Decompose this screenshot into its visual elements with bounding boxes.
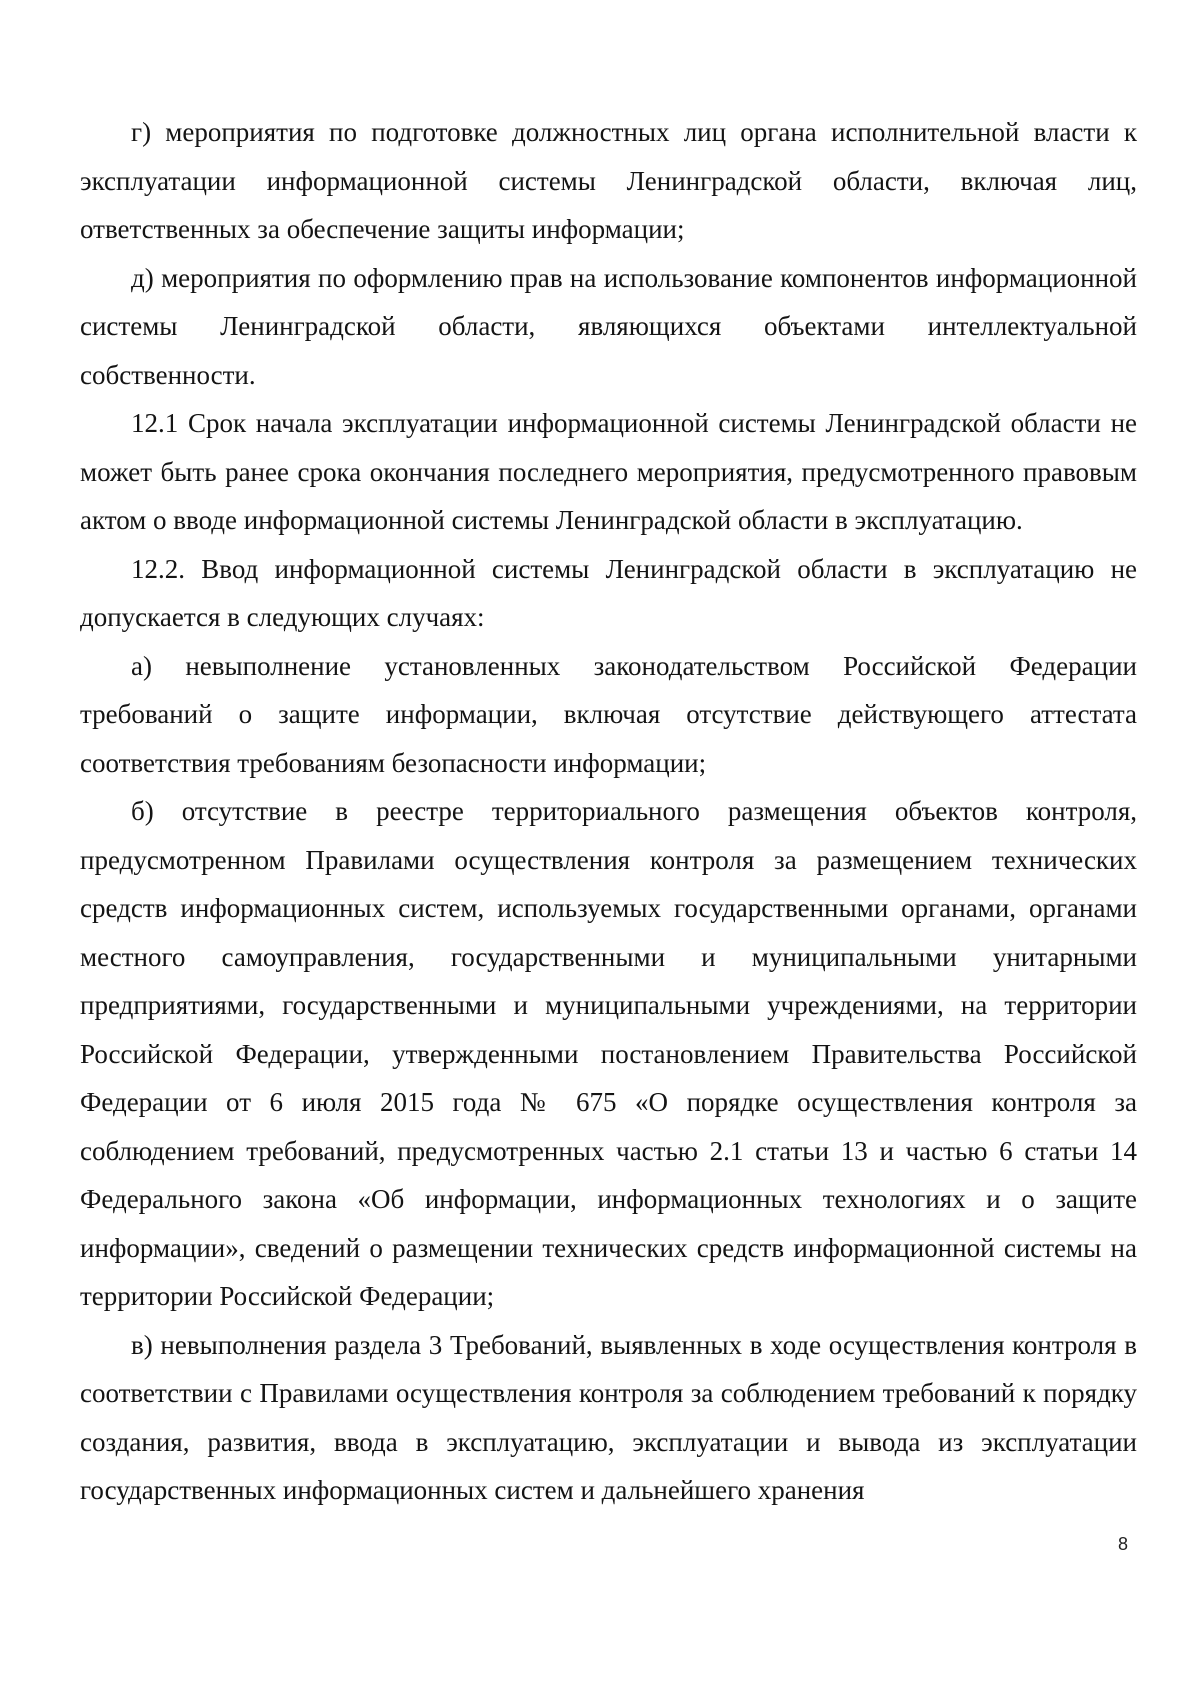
paragraph-g-training-measures: г) мероприятия по подготовке должностных лиц органа исполнительной власти к эксплуатации информационной системы Ленинградской области, включая лиц, ответственных за обеспечение защиты информации; (80, 117, 1137, 244)
paragraph-12-1-operation-start: 12.1 Срок начала эксплуатации информационной системы Ленинградской области не может быть ранее срока окончания последнего мероприятия, предусмотренного правовым актом о вводе информационной системы Ленинградской области в эксплуатацию. (80, 408, 1137, 535)
paragraph-12-2-commissioning-restrictions: 12.2. Ввод информационной системы Ленинградской области в эксплуатацию не допускается в следующих случаях: (80, 553, 1137, 632)
paragraph-v-section-3-violation: в) невыполнения раздела 3 Требований, выявленных в ходе осуществления контроля в соответствии с Правилами осуществления контроля за соблюдением требований к порядку создания, развития, ввода в эксплуатацию, эксплуатации и вывода из эксплуатации государственных информационных систем и дальнейшего хранения (80, 1329, 1137, 1505)
paragraph-b-registry-absence: б) отсутствие в реестре территориального размещения объектов контроля, предусмотренном Правилами осуществления контроля за размещением технических средств информационных систем, используемых государственными органами, органами местного самоуправления, государственными и муниципальными унитарными предприятиями, государственными и муниципальными учреждениями, на территории Российской Федерации, утвержденными постановлением Правительства Российской Федерации от 6 июля 2015 года № 675 «О порядке осуществления контроля за соблюдением требований, предусмотренных частью 2.1 статьи 13 и частью 6 статьи 14 Федерального закона «Об информации, информационных технологиях и о защите информации», сведений о размещении технических средств информационной системы на территории Российской Федерации; (80, 796, 1137, 1311)
document-body (80, 108, 1137, 1515)
paragraph-a-protection-requirements: а) невыполнение установленных законодательством Российской Федерации требований о защите информации, включая отсутствие действующего аттестата соответствия требованиям безопасности информации; (80, 650, 1137, 778)
page-number: 8 (1118, 1534, 1129, 1554)
paragraph-d-rights-registration: д) мероприятия по оформлению прав на использование компонентов информационной системы Ленинградской области, являющихся объектами интеллектуальной собственности. (80, 262, 1137, 390)
